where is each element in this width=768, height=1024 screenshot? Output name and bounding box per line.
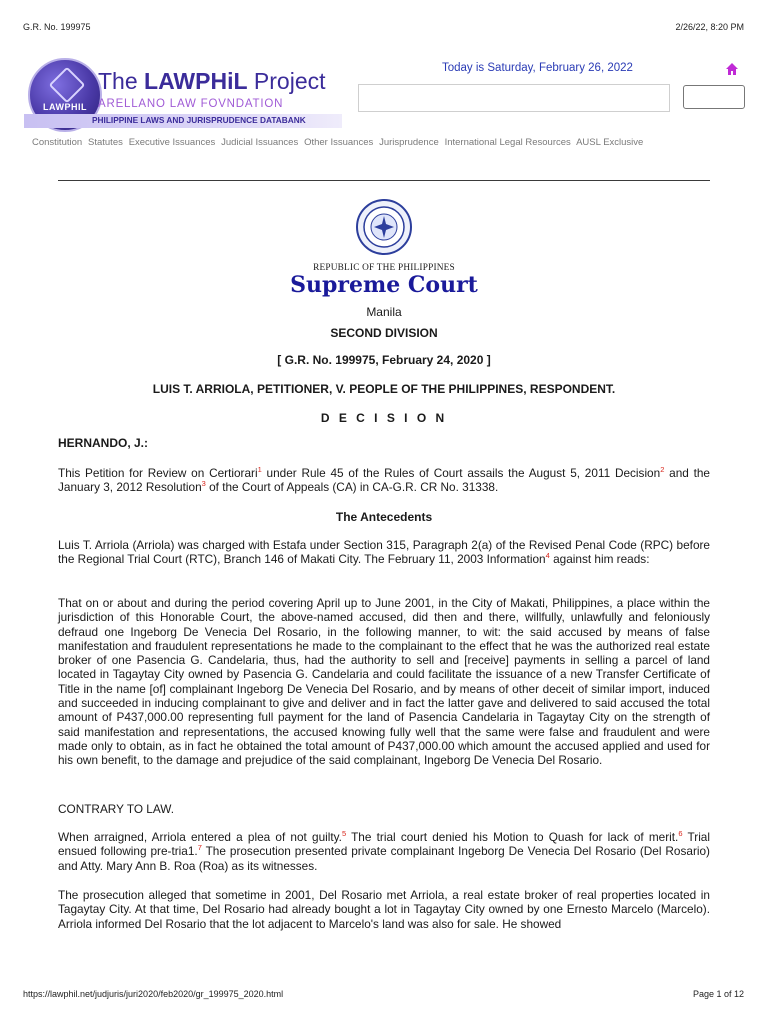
header-divider <box>58 180 710 181</box>
document-type: D E C I S I O N <box>320 411 448 425</box>
print-header-title: G.R. No. 199975 <box>23 22 91 32</box>
p2-text-b: against him reads: <box>549 552 650 567</box>
logo-title-bold: LAWPHiL <box>144 68 248 94</box>
paragraph-2 <box>58 538 710 567</box>
footnote-link-3[interactable]: 3 <box>201 479 206 489</box>
logo-circle-text: LAWPHIL <box>43 102 87 112</box>
footnote-link-5[interactable]: 5 <box>341 829 347 839</box>
contrary-to-law: CONTRARY TO LAW. <box>58 802 175 816</box>
logo-title-prefix: The <box>98 68 145 94</box>
p1-text-a: This Petition for Review on Certiorari <box>58 466 258 480</box>
home-icon[interactable] <box>725 62 739 76</box>
p5-text-c: Trial ensued following pre-tria1. <box>58 830 710 859</box>
nav-jurisprudence[interactable]: Jurisprudence <box>379 137 439 148</box>
supreme-court-seal-icon <box>356 199 412 255</box>
nav-international-legal-resources[interactable]: International Legal Resources <box>444 137 571 148</box>
logo-band <box>24 114 342 128</box>
nav-executive-issuances[interactable]: Executive Issuances <box>128 137 216 148</box>
footnote-link-4[interactable]: 4 <box>545 551 550 561</box>
logo-title-suffix: Project <box>247 68 326 94</box>
paragraph-arraignment <box>58 830 710 873</box>
today-date: Today is Saturday, February 26, 2022 <box>442 62 633 74</box>
information-quote: That on or about and during the period covering April up to June 2001, in the City of Makati, Philippines, a place within the jurisdiction of this Honorable Court, the above-named accused, did then and there, willfully, unlawfully and feloniously defraud one Ingeborg De Venecia Del Rosario, in the following manner, to wit: the said accused by means of false manifestation and fraudulent representations he made to the complainant to the effect that he was the authorized real estate broker of one Pasencia G. Candelaria, thus, had the authority to sell and [receive] payments in selling a parcel of land located in Tagaytay City owned by Pasencia G. Candelaria and could facilitate the issuance of a new Transfer Certificate of Title in the name [of] complainant Ingeborg De Venecia Del Rosario, and by means of other deceit of similar import, induced and succeeded in inducing complainant to give and deliver and in fact the latter gave and delivered to said accused the total amount of P437,000.00 representing full payment for the land of Pasencia Candelaria in Tagaytay City on the strength of said manifestation and representations, the accused knowing fully well that the same were false and fraudulent and were made only to obtain, as in fact he obtained the total amount of P437,000.00 which amount the accused applied and used for his own benefit, to the damage and prejudice of the said complainant, Ingeborg De Venecia Del Rosario. <box>58 596 710 768</box>
court-name: Supreme Court <box>290 272 478 298</box>
logo-title <box>98 68 326 95</box>
p5-text-b: The trial court denied his Motion to Quash for lack of merit. <box>346 830 679 844</box>
logo-band-text: PHILIPPINE LAWS AND JURISPRUDENCE DATABANK <box>92 115 306 125</box>
nav-statutes[interactable]: Statutes <box>88 137 123 148</box>
nav-other-issuances[interactable]: Other Issuances <box>304 137 374 148</box>
republic-heading: REPUBLIC OF THE PHILIPPINES <box>313 263 455 273</box>
p5-text-d: The prosecution presented private complainant Ingeborg De Venecia Del Rosario (Del Rosario) and Atty. Mary Ann B. Roa (Roa) as its witnesses. <box>58 844 710 873</box>
nav-judicial-issuances[interactable]: Judicial Issuances <box>221 137 299 148</box>
p5-text-a: When arraigned, Arriola entered a plea of not guilty. <box>58 830 342 844</box>
print-header-datetime: 2/26/22, 8:20 PM <box>675 22 744 32</box>
nav-constitution[interactable]: Constitution <box>32 137 83 148</box>
court-city: Manila <box>366 305 402 319</box>
p1-text-c: and the January 3, 2012 Resolution <box>58 466 710 495</box>
ponente: HERNANDO, J.: <box>58 436 149 450</box>
print-footer-url: https://lawphil.net/judjuris/juri2020/feb2020/gr_199975_2020.html <box>23 989 284 999</box>
antecedents-heading: The Antecedents <box>335 510 433 524</box>
case-number: [ G.R. No. 199975, February 24, 2020 ] <box>277 353 491 367</box>
print-footer-page: Page 1 of 12 <box>692 989 744 999</box>
footnote-link-7[interactable]: 7 <box>197 843 202 853</box>
search-button[interactable] <box>683 85 745 109</box>
logo-subtitle: ARELLANO LAW FOVNDATION <box>98 98 284 110</box>
paragraph-prosecution: The prosecution alleged that sometime in 2001, Del Rosario met Arriola, a real estate broker of real properties located in Tagaytay City. At that time, Del Rosario had already bought a lot in Tagaytay City owned by one Ernesto Marcelo (Marcelo). Arriola informed Del Rosario that the lot adjacent to Marcelo's land was also for sale. He showed <box>58 888 710 931</box>
footnote-link-1[interactable]: 1 <box>257 465 262 475</box>
p2-text-a: Luis T. Arriola (Arriola) was charged with Estafa under Section 315, Paragraph 2(a) of the Revised Penal Code (RPC) before the Regional Trial Court (RTC), Branch 146 of Makati City. The February 11, 2003 Information <box>58 538 710 567</box>
case-parties: LUIS T. ARRIOLA, PETITIONER, V. PEOPLE OF THE PHILIPPINES, RESPONDENT. <box>152 382 616 396</box>
p1-text-b: under Rule 45 of the Rules of Court assails the August 5, 2011 Decision <box>261 466 661 480</box>
court-division: SECOND DIVISION <box>330 326 438 340</box>
main-nav <box>32 137 647 148</box>
footnote-link-6[interactable]: 6 <box>678 829 683 839</box>
scales-icon <box>49 67 86 104</box>
nav-ausl-exclusive[interactable]: AUSL Exclusive <box>576 137 644 148</box>
paragraph-1 <box>58 466 710 495</box>
p1-text-d: of the Court of Appeals (CA) in CA-G.R. CR No. 31338. <box>205 480 499 495</box>
lawphil-logo[interactable] <box>24 56 342 132</box>
search-input[interactable] <box>358 84 670 112</box>
footnote-link-2[interactable]: 2 <box>660 465 665 475</box>
